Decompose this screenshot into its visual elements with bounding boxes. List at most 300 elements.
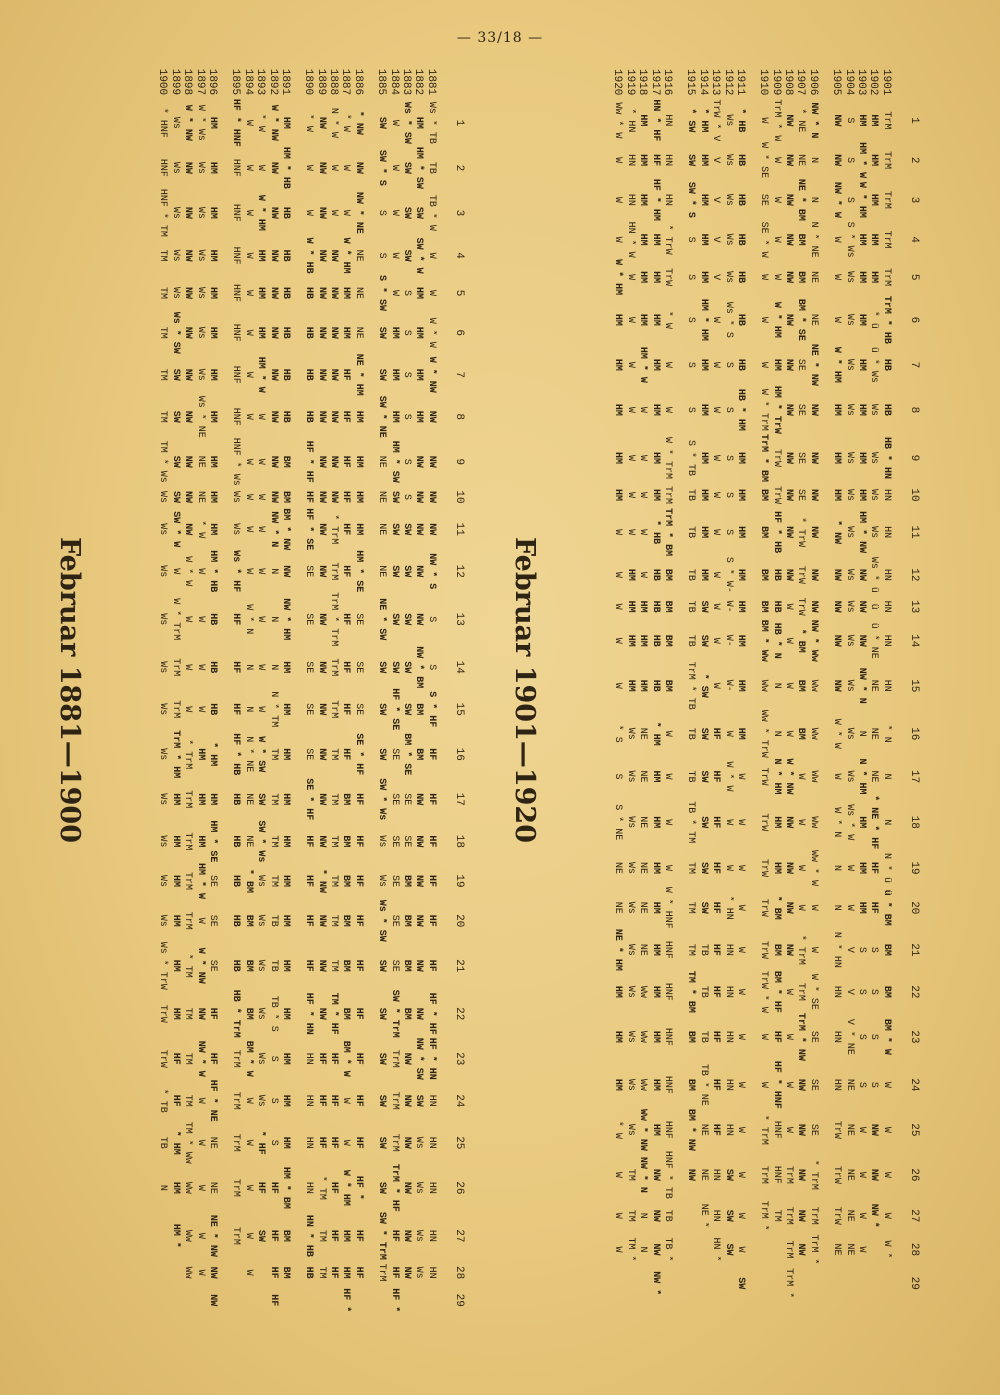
weather-code-cell: HN — [880, 679, 892, 692]
weather-code-cell: Ws * ü — [868, 556, 880, 593]
year-label: 1891 — [278, 68, 291, 96]
weather-code-cell: HF — [710, 1078, 722, 1091]
weather-code-cell: NW — [401, 1266, 413, 1279]
weather-code-cell: Ws — [413, 1136, 425, 1149]
weather-code-cell: W — [169, 568, 181, 575]
weather-code-cell: SE — [388, 959, 400, 972]
weather-code-cell: HF — [328, 1229, 340, 1242]
weather-code-cell: TrM — [388, 1091, 400, 1110]
weather-code-cell: NW — [807, 600, 819, 613]
group-spacer — [819, 65, 830, 1315]
weather-code-cell: HN — [710, 1209, 722, 1222]
weather-code-cell: HM — [169, 959, 181, 972]
day-header: 18 — [908, 815, 920, 829]
weather-code-cell: * BM — [795, 628, 807, 653]
table-row — [412, 65, 424, 1315]
weather-code-cell: HF — [230, 703, 242, 716]
weather-code-cell: HF — [169, 1052, 181, 1065]
weather-code-cell: NW — [783, 193, 795, 206]
weather-code-cell: HNF * Ws — [230, 437, 242, 486]
weather-code-cell: N — [637, 1212, 649, 1219]
weather-code-cell: HB — [303, 410, 315, 423]
day-header: 21 — [908, 943, 920, 957]
weather-code-cell: HF — [315, 1052, 327, 1065]
weather-code-cell: W — [242, 526, 254, 533]
weather-code-cell: SW — [401, 523, 413, 536]
weather-code-cell: HM — [206, 206, 218, 219]
weather-code-cell: W — [710, 529, 722, 536]
weather-code-cell: S — [401, 371, 413, 378]
weather-code-cell: HF * HB — [230, 733, 242, 776]
weather-code-cell: NW — [783, 862, 795, 875]
weather-code-cell: SE — [807, 1078, 819, 1091]
weather-code-cell: V — [843, 988, 855, 995]
weather-code-cell: HM — [206, 410, 218, 423]
weather-code-cell: W — [388, 289, 400, 296]
weather-code-cell: HN — [710, 1168, 722, 1181]
weather-code-cell: HF — [868, 901, 880, 914]
weather-code-cell: HM — [831, 451, 843, 464]
weather-code-cell: HF — [770, 1030, 782, 1043]
weather-code-cell: W — [612, 682, 624, 689]
weather-code-cell: S — [722, 406, 734, 413]
weather-code-cell: TB — [697, 1030, 709, 1043]
weather-code-cell: W — [624, 492, 636, 499]
weather-code-cell: BM * W — [340, 1040, 352, 1077]
weather-code-cell: NW * N — [807, 102, 819, 139]
weather-code-cell: NW — [807, 489, 819, 502]
weather-code-cell: NW — [413, 914, 425, 927]
weather-code-cell: HM — [770, 862, 782, 875]
weather-code-cell: SE — [303, 703, 315, 716]
weather-code-cell: HM — [413, 368, 425, 381]
weather-code-cell: N * TM — [267, 691, 279, 728]
weather-code-cell: HB — [303, 326, 315, 339]
weather-code-cell: HM — [169, 1007, 181, 1020]
weather-code-cell: TrM — [880, 111, 892, 130]
weather-code-cell: HB — [206, 703, 218, 716]
weather-code-cell: NE — [194, 490, 206, 503]
weather-code-cell: * NW — [831, 520, 843, 545]
weather-code-cell: TM — [685, 862, 697, 875]
weather-code-cell: HB — [279, 286, 291, 299]
weather-code-cell: W — [194, 568, 206, 575]
weather-code-cell: HM * HB — [279, 146, 291, 189]
weather-code-cell: TrM * — [807, 1234, 819, 1265]
weather-code-cell: Ws * TrW — [157, 941, 169, 990]
weather-code-cell: TM * Ws — [157, 440, 169, 483]
weather-code-cell: W — [722, 819, 734, 826]
table-row — [709, 65, 721, 1315]
weather-code-cell: HM — [697, 568, 709, 581]
weather-code-cell: SE — [206, 875, 218, 888]
weather-code-cell: HM — [637, 271, 649, 284]
weather-code-cell: W — [831, 773, 843, 780]
weather-code-cell: Ws — [722, 154, 734, 167]
weather-code-cell: NE — [807, 271, 819, 284]
weather-code-cell: N — [267, 568, 279, 575]
weather-code-cell: Ws — [868, 403, 880, 416]
weather-code-cell: HF — [303, 959, 315, 972]
weather-code-cell: Ws — [868, 489, 880, 502]
weather-code-cell: W — [637, 571, 649, 578]
weather-code-cell: TrM — [661, 486, 673, 505]
table-row — [794, 65, 806, 1315]
weather-code-cell: HB — [279, 410, 291, 423]
weather-code-cell: SW — [169, 368, 181, 381]
weather-code-cell: Ws — [624, 985, 636, 998]
weather-code-cell — [624, 1266, 636, 1300]
weather-code-cell: S — [401, 413, 413, 420]
day-header: 5 — [908, 273, 920, 281]
weather-code-cell: HF — [425, 959, 437, 972]
weather-code-cell — [302, 1285, 314, 1315]
weather-code-cell: HB — [303, 368, 315, 381]
weather-code-cell — [769, 1233, 781, 1267]
weather-code-cell: W — [612, 1246, 624, 1253]
table-row — [611, 65, 623, 1315]
weather-code-cell: W * SE — [758, 142, 770, 179]
weather-code-cell: BM — [413, 748, 425, 761]
weather-code-cell: HF — [352, 793, 364, 806]
weather-code-cell: HF — [340, 455, 352, 468]
weather-code-cell: TrW — [831, 1165, 843, 1184]
weather-code-cell: HM — [649, 403, 661, 416]
weather-code-cell: NE — [242, 793, 254, 806]
weather-code-cell: HN — [831, 985, 843, 998]
weather-code-cell: TrW — [831, 1120, 843, 1139]
weather-code-cell: TB — [267, 959, 279, 972]
weather-code-cell — [855, 1266, 867, 1300]
weather-code-cell: NW — [856, 600, 868, 613]
weather-code-cell: NW — [425, 490, 437, 503]
weather-code-cell: HM — [352, 410, 364, 423]
weather-code-cell: W — [758, 274, 770, 281]
table-row — [842, 65, 854, 1315]
weather-code-cell: W — [637, 454, 649, 461]
weather-code-cell: HN — [880, 634, 892, 647]
weather-code-cell: NW — [856, 568, 868, 581]
weather-code-cell: TrM — [230, 1178, 242, 1197]
weather-code-cell: W — [880, 1212, 892, 1219]
weather-code-cell: SW — [401, 703, 413, 716]
weather-code-cell: HB — [734, 193, 746, 206]
weather-code-cell: W — [758, 361, 770, 368]
weather-code-cell: W — [856, 1171, 868, 1178]
day-header: 11 — [453, 522, 465, 536]
weather-code-cell: HM — [279, 1094, 291, 1107]
weather-code-cell: S — [722, 361, 734, 368]
weather-code-cell: HM — [649, 233, 661, 246]
day-header: 10 — [908, 488, 920, 502]
weather-code-cell: Ww — [637, 985, 649, 998]
weather-code-cell: W- — [722, 634, 734, 647]
weather-code-cell: NW — [783, 943, 795, 956]
weather-code-cell: W — [807, 946, 819, 953]
weather-code-cell: TB — [685, 727, 697, 740]
weather-code-cell: S — [401, 289, 413, 296]
weather-code-cell: HM * BM — [279, 1166, 291, 1209]
weather-code-cell: SW — [734, 1277, 746, 1290]
day-header: 19 — [453, 874, 465, 888]
weather-code-cell: HM — [734, 634, 746, 647]
weather-code-cell: N — [880, 819, 892, 826]
weather-code-cell: NE — [637, 816, 649, 829]
weather-code-cell: HF — [230, 613, 242, 626]
weather-code-cell: NW — [401, 1136, 413, 1149]
weather-code-cell: NE — [194, 455, 206, 468]
weather-code-cell: NE — [206, 1181, 218, 1194]
weather-code-cell: NE * SW — [376, 598, 388, 641]
weather-code-cell: TrW — [795, 597, 807, 616]
weather-code-cell: HF * — [352, 1175, 364, 1200]
table-row — [734, 65, 746, 1315]
weather-code-cell: SE — [303, 748, 315, 761]
weather-code-cell: HF — [230, 661, 242, 674]
weather-code-cell: NW — [206, 1266, 218, 1279]
weather-code-cell: BM — [279, 1266, 291, 1279]
weather-code-cell: HN — [661, 114, 673, 127]
weather-code-cell: W — [831, 236, 843, 243]
day-header: 21 — [453, 959, 465, 973]
weather-code-cell: HF — [352, 1094, 364, 1107]
weather-code-cell: W — [783, 1081, 795, 1088]
weather-code-cell: NE — [843, 1243, 855, 1256]
weather-code-cell: HM — [194, 793, 206, 806]
weather-code-cell: HF — [328, 1052, 340, 1065]
weather-code-cell: HF — [303, 835, 315, 848]
weather-code-cell: HM — [612, 1078, 624, 1091]
weather-code-cell: TrW — [758, 813, 770, 832]
weather-code-cell: SW — [376, 116, 388, 129]
weather-code-cell: Ww — [807, 679, 819, 692]
weather-code-cell: HF * SE — [303, 508, 315, 551]
weather-code-cell: HM * SW — [388, 440, 400, 483]
weather-code-cell: W — [303, 164, 315, 171]
weather-code-cell: W — [710, 682, 722, 689]
weather-code-cell: Ws — [868, 451, 880, 464]
weather-code-cell: HF — [710, 985, 722, 998]
weather-code-cell: TrW — [758, 898, 770, 917]
weather-code-cell: HF * HN — [425, 1037, 437, 1080]
year-label: 1906 — [806, 69, 819, 96]
weather-code-cell: NW — [413, 835, 425, 848]
weather-code-cell: SE — [303, 661, 315, 674]
weather-code-cell: SE — [388, 748, 400, 761]
weather-code-cell: HM — [649, 313, 661, 326]
weather-code-cell: HM — [352, 455, 364, 468]
weather-code-cell: TrW — [661, 268, 673, 287]
weather-code-cell: NW * SW — [413, 1037, 425, 1080]
weather-code-cell: SW — [413, 206, 425, 219]
weather-code-cell: HF — [710, 727, 722, 740]
weather-code-cell: TrM * BM — [758, 433, 770, 482]
day-header: 10 — [453, 490, 465, 504]
weather-code-cell: SE — [388, 875, 400, 888]
weather-code-cell: NE — [242, 835, 254, 848]
weather-code-cell: Ww — [182, 1181, 194, 1194]
weather-code-cell: W — [328, 164, 340, 171]
day-header: 14 — [908, 634, 920, 648]
weather-code-cell: HF — [649, 154, 661, 167]
day-header: 27 — [908, 1209, 920, 1223]
weather-code-cell: HB — [649, 568, 661, 581]
table-row — [229, 65, 241, 1315]
weather-code-cell: S — [425, 664, 437, 671]
weather-code-cell: HM — [637, 233, 649, 246]
weather-code-cell: HNF — [230, 283, 242, 302]
weather-code-cell: HM — [612, 1030, 624, 1043]
weather-code-cell: NE — [637, 943, 649, 956]
weather-code-cell: BM * HF — [770, 970, 782, 1013]
weather-code-cell: HM — [352, 490, 364, 503]
weather-code-cell: NW — [413, 523, 425, 536]
weather-code-cell: NW — [401, 1181, 413, 1194]
weather-code-cell: HF — [340, 410, 352, 423]
weather-code-cell: NE — [637, 770, 649, 783]
weather-code-cell: Ws — [157, 661, 169, 674]
table-row — [266, 65, 278, 1315]
weather-code-cell: NE — [376, 455, 388, 468]
table-row — [636, 65, 648, 1315]
weather-code-cell: TrW — [831, 1206, 843, 1225]
year-label: 1909 — [769, 69, 782, 96]
weather-code-cell: HN — [880, 526, 892, 539]
weather-code-cell: NW * Ww — [807, 619, 819, 662]
weather-code-cell: N — [807, 196, 819, 203]
weather-code-cell: Ws — [230, 490, 242, 503]
weather-code-cell: W — [795, 773, 807, 780]
weather-code-cell: W — [194, 1269, 206, 1276]
weather-code-cell: HNF — [661, 982, 673, 1001]
weather-code-cell: HN — [624, 193, 636, 206]
weather-code-cell: W — [612, 603, 624, 610]
weather-code-cell — [794, 1266, 806, 1300]
weather-code-cell: S * NE — [612, 804, 624, 841]
group-spacer — [892, 65, 903, 1315]
weather-code-cell: W — [783, 1126, 795, 1133]
weather-code-cell: N — [770, 730, 782, 737]
year-label: 1882 — [412, 68, 425, 96]
weather-code-cell: BM — [401, 914, 413, 927]
group-spacer-cell — [218, 65, 229, 1315]
weather-code-cell: Ws — [255, 875, 267, 888]
weather-code-cell: * NE * HF — [868, 795, 880, 850]
weather-code-cell: HM — [279, 661, 291, 674]
weather-code-cell: TM * HF — [328, 992, 340, 1035]
weather-code-cell: Ws — [843, 679, 855, 692]
weather-code-cell: HF — [303, 875, 315, 888]
weather-code-cell: NW — [783, 816, 795, 829]
weather-code-cell: TrM — [880, 190, 892, 209]
weather-code-cell: W — [388, 119, 400, 126]
weather-code-cell: NW — [413, 793, 425, 806]
weather-code-cell: NW — [315, 959, 327, 972]
weather-code-cell: Ws — [413, 1229, 425, 1242]
weather-code-cell: BM * SE — [401, 733, 413, 776]
weather-code-cell: HM — [868, 193, 880, 206]
weather-code-cell: * NE — [795, 108, 807, 133]
weather-code-cell — [193, 1285, 205, 1315]
day-header: 1 — [908, 117, 920, 124]
weather-code-cell: HM — [388, 368, 400, 381]
day-header: 12 — [908, 568, 920, 582]
weather-code-cell: W — [843, 904, 855, 911]
weather-code-cell: S — [856, 988, 868, 995]
weather-code-cell: HB * N — [770, 622, 782, 659]
weather-code-cell: N * HM — [770, 758, 782, 795]
day-header: 26 — [453, 1181, 465, 1195]
weather-code-cell: NW — [425, 410, 437, 423]
weather-code-cell: W — [734, 988, 746, 995]
weather-code-cell — [327, 1285, 339, 1315]
weather-code-cell: HF — [340, 661, 352, 674]
weather-code-cell: NW — [328, 326, 340, 339]
weather-code-cell: HM — [194, 835, 206, 848]
weather-code-cell: HM — [612, 985, 624, 998]
weather-code-cell: TB — [685, 489, 697, 502]
weather-code-cell: TM — [685, 901, 697, 914]
weather-code-cell: HF — [340, 748, 352, 761]
weather-code-cell: HF — [352, 1266, 364, 1279]
weather-code-cell: HF — [352, 1136, 364, 1149]
weather-code-cell: HN — [303, 1094, 315, 1107]
weather-code-cell: HF * SE — [388, 688, 400, 731]
table-row — [302, 65, 314, 1315]
weather-code-cell: BM * NW — [685, 1108, 697, 1151]
weather-code-cell: W — [242, 458, 254, 465]
weather-code-cell: * SW — [697, 673, 709, 698]
weather-code-cell: HN — [722, 1030, 734, 1043]
weather-code-cell: W — [710, 406, 722, 413]
weather-code-cell: HM — [649, 1078, 661, 1091]
weather-code-cell: Ws — [157, 875, 169, 888]
weather-code-cell: NW — [425, 455, 437, 468]
day-header: 25 — [453, 1136, 465, 1150]
weather-code-cell: W — [242, 413, 254, 420]
table-row — [181, 65, 193, 1315]
weather-code-cell: * HM — [697, 108, 709, 133]
weather-code-cell: HN — [880, 568, 892, 581]
weather-code-cell: HM — [279, 1007, 291, 1020]
weather-code-cell: W — [194, 616, 206, 623]
table-row — [352, 65, 364, 1315]
weather-code-cell: HM — [734, 568, 746, 581]
weather-code-cell: SE — [352, 703, 364, 716]
weather-code-cell: W — [795, 865, 807, 872]
weather-code-cell: HM — [649, 358, 661, 371]
weather-code-cell — [242, 1285, 254, 1315]
weather-code-cell: HM — [831, 489, 843, 502]
weather-code-cell: HF — [206, 1007, 218, 1020]
weather-code-cell: HM — [697, 233, 709, 246]
weather-code-cell: W — [880, 1171, 892, 1178]
weather-code-cell: TrM * HM — [169, 730, 181, 779]
weather-code-cell: HM — [279, 835, 291, 848]
year-label: 1911 — [733, 69, 746, 96]
weather-code-cell: NW — [795, 1168, 807, 1181]
table-row — [169, 65, 181, 1315]
weather-code-cell: HF — [328, 1266, 340, 1279]
weather-code-cell: W * HNF — [661, 886, 673, 929]
weather-code-cell: NW — [413, 490, 425, 503]
weather-code-cell: HF — [352, 875, 364, 888]
day-header: 20 — [453, 914, 465, 928]
weather-code-cell: HM — [413, 410, 425, 423]
weather-code-cell: NW * N — [267, 511, 279, 548]
weather-code-cell: NW — [868, 1168, 880, 1181]
weather-code-cell: HM — [868, 154, 880, 167]
